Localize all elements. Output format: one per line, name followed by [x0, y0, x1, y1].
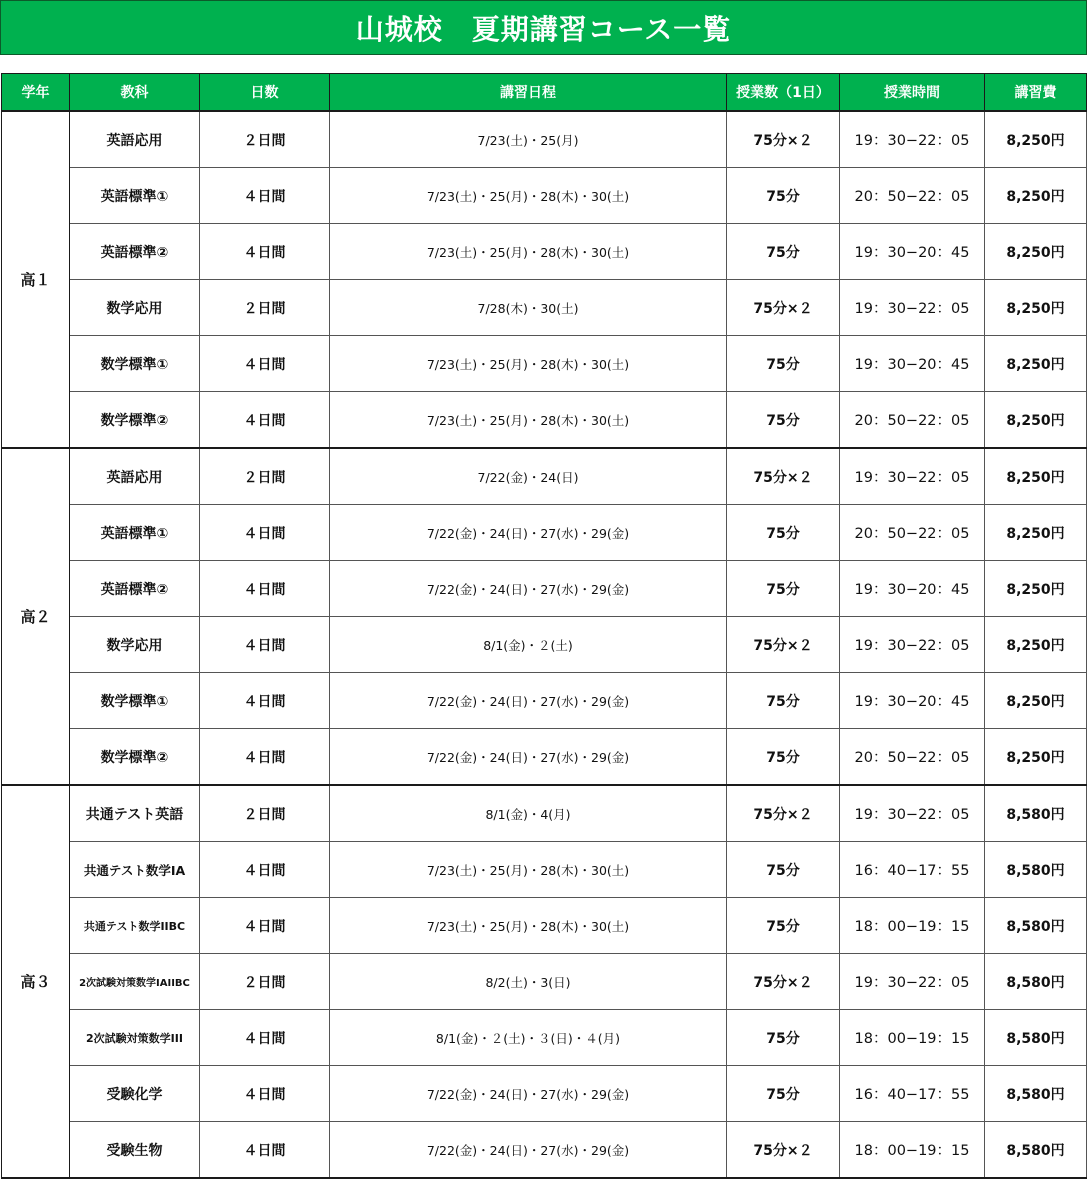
table-row: [2, 617, 1087, 673]
schedule-cell: 7/22(金)・24(日)・27(水)・29(金): [330, 673, 727, 729]
schedule-cell: 8/2(土)・3(日): [330, 954, 727, 1010]
lessons-cell: 75分: [727, 392, 840, 449]
schedule-cell: 8/1(金)・２(土)・３(日)・４(月): [330, 1010, 727, 1066]
table-row: [2, 168, 1087, 224]
lessons-cell: 75分: [727, 842, 840, 898]
fee-cell: 8,250円: [985, 224, 1087, 280]
time-cell: 19：30−22：05: [840, 448, 985, 505]
subject-cell: 数学標準②: [70, 729, 200, 786]
subject-cell: 2次試験対策数学III: [70, 1010, 200, 1066]
lessons-cell: 75分×２: [727, 280, 840, 336]
table-row: [2, 1066, 1087, 1122]
days-cell: ２日間: [200, 785, 330, 842]
grade-cell: 高２: [2, 448, 70, 785]
grade-cell: 高３: [2, 785, 70, 1178]
time-cell: 20：50−22：05: [840, 505, 985, 561]
lessons-cell: 75分×２: [727, 954, 840, 1010]
time-cell: 19：30−20：45: [840, 673, 985, 729]
time-cell: 16：40−17：55: [840, 1066, 985, 1122]
fee-cell: 8,580円: [985, 1122, 1087, 1179]
subject-cell: 共通テスト数学IA: [70, 842, 200, 898]
time-cell: 19：30−22：05: [840, 280, 985, 336]
time-cell: 19：30−22：05: [840, 111, 985, 168]
fee-cell: 8,250円: [985, 280, 1087, 336]
fee-cell: 8,250円: [985, 561, 1087, 617]
schedule-cell: 8/1(金)・２(土): [330, 617, 727, 673]
schedule-cell: 7/22(金)・24(日): [330, 448, 727, 505]
lessons-cell: 75分: [727, 1010, 840, 1066]
table-row: [2, 1122, 1087, 1179]
time-cell: 19：30−20：45: [840, 224, 985, 280]
lessons-cell: 75分: [727, 898, 840, 954]
subject-cell: 英語標準②: [70, 561, 200, 617]
time-cell: 19：30−20：45: [840, 336, 985, 392]
schedule-cell: 7/23(土)・25(月)・28(木)・30(土): [330, 168, 727, 224]
table-row: [2, 673, 1087, 729]
grade-cell: 高１: [2, 111, 70, 448]
header-subject: 教科: [70, 74, 200, 112]
days-cell: ４日間: [200, 505, 330, 561]
fee-cell: 8,250円: [985, 168, 1087, 224]
table-row: [2, 842, 1087, 898]
subject-cell: 数学標準①: [70, 336, 200, 392]
days-cell: ２日間: [200, 111, 330, 168]
schedule-cell: 7/22(金)・24(日)・27(水)・29(金): [330, 505, 727, 561]
time-cell: 16：40−17：55: [840, 842, 985, 898]
fee-cell: 8,580円: [985, 954, 1087, 1010]
header-days: 日数: [200, 74, 330, 112]
time-cell: 20：50−22：05: [840, 729, 985, 786]
schedule-cell: 7/23(土)・25(月)・28(木)・30(土): [330, 336, 727, 392]
days-cell: ４日間: [200, 673, 330, 729]
subject-cell: 数学応用: [70, 280, 200, 336]
fee-cell: 8,250円: [985, 336, 1087, 392]
fee-cell: 8,580円: [985, 785, 1087, 842]
days-cell: ４日間: [200, 898, 330, 954]
days-cell: ２日間: [200, 280, 330, 336]
header-schedule: 講習日程: [330, 74, 727, 112]
days-cell: ４日間: [200, 392, 330, 449]
fee-cell: 8,580円: [985, 898, 1087, 954]
fee-cell: 8,250円: [985, 729, 1087, 786]
days-cell: ４日間: [200, 168, 330, 224]
table-row: [2, 785, 1087, 842]
time-cell: 19：30−22：05: [840, 785, 985, 842]
table-row: [2, 561, 1087, 617]
time-cell: 19：30−22：05: [840, 954, 985, 1010]
subject-cell: 数学標準②: [70, 392, 200, 449]
time-cell: 18：00−19：15: [840, 898, 985, 954]
days-cell: ４日間: [200, 1122, 330, 1179]
fee-cell: 8,250円: [985, 448, 1087, 505]
days-cell: ４日間: [200, 842, 330, 898]
fee-cell: 8,580円: [985, 842, 1087, 898]
schedule-cell: 7/23(土)・25(月)・28(木)・30(土): [330, 898, 727, 954]
time-cell: 19：30−20：45: [840, 561, 985, 617]
table-row: [2, 280, 1087, 336]
fee-cell: 8,250円: [985, 617, 1087, 673]
header-grade: 学年: [2, 74, 70, 112]
subject-cell: 2次試験対策数学IAIIBC: [70, 954, 200, 1010]
days-cell: ４日間: [200, 224, 330, 280]
course-table-body: [2, 111, 1087, 1178]
lessons-cell: 75分×２: [727, 448, 840, 505]
schedule-cell: 7/22(金)・24(日)・27(水)・29(金): [330, 729, 727, 786]
schedule-cell: 7/23(土)・25(月): [330, 111, 727, 168]
table-row: [2, 729, 1087, 786]
lessons-cell: 75分×２: [727, 785, 840, 842]
days-cell: ２日間: [200, 954, 330, 1010]
schedule-cell: 7/22(金)・24(日)・27(水)・29(金): [330, 1066, 727, 1122]
lessons-cell: 75分: [727, 224, 840, 280]
fee-cell: 8,580円: [985, 1066, 1087, 1122]
days-cell: ４日間: [200, 617, 330, 673]
subject-cell: 数学標準①: [70, 673, 200, 729]
days-cell: ４日間: [200, 561, 330, 617]
days-cell: ４日間: [200, 1066, 330, 1122]
subject-cell: 英語標準①: [70, 168, 200, 224]
header-fee: 講習費: [985, 74, 1087, 112]
time-cell: 20：50−22：05: [840, 392, 985, 449]
subject-cell: 受験化学: [70, 1066, 200, 1122]
table-row: [2, 1010, 1087, 1066]
schedule-cell: 7/23(土)・25(月)・28(木)・30(土): [330, 842, 727, 898]
table-row: [2, 448, 1087, 505]
days-cell: ２日間: [200, 448, 330, 505]
lessons-cell: 75分×２: [727, 617, 840, 673]
header-row: [2, 74, 1087, 112]
table-row: [2, 336, 1087, 392]
fee-cell: 8,250円: [985, 673, 1087, 729]
table-row: [2, 954, 1087, 1010]
schedule-cell: 7/22(金)・24(日)・27(水)・29(金): [330, 1122, 727, 1179]
fee-cell: 8,250円: [985, 392, 1087, 449]
table-row: [2, 505, 1087, 561]
time-cell: 18：00−19：15: [840, 1122, 985, 1179]
lessons-cell: 75分: [727, 505, 840, 561]
schedule-cell: 7/22(金)・24(日)・27(水)・29(金): [330, 561, 727, 617]
time-cell: 18：00−19：15: [840, 1010, 985, 1066]
lessons-cell: 75分: [727, 1066, 840, 1122]
days-cell: ４日間: [200, 336, 330, 392]
time-cell: 19：30−22：05: [840, 617, 985, 673]
lessons-cell: 75分: [727, 729, 840, 786]
header-lessons: 授業数（1日）: [727, 74, 840, 112]
subject-cell: 共通テスト数学IIBC: [70, 898, 200, 954]
days-cell: ４日間: [200, 729, 330, 786]
lessons-cell: 75分: [727, 336, 840, 392]
lessons-cell: 75分×２: [727, 1122, 840, 1179]
days-cell: ４日間: [200, 1010, 330, 1066]
table-row: [2, 224, 1087, 280]
schedule-cell: 7/28(木)・30(土): [330, 280, 727, 336]
time-cell: 20：50−22：05: [840, 168, 985, 224]
course-table: [1, 73, 1087, 1179]
subject-cell: 数学応用: [70, 617, 200, 673]
fee-cell: 8,580円: [985, 1010, 1087, 1066]
page-title: 山城校 夏期講習コース一覧: [0, 0, 1087, 55]
lessons-cell: 75分: [727, 168, 840, 224]
table-row: [2, 392, 1087, 449]
subject-cell: 英語応用: [70, 111, 200, 168]
schedule-cell: 8/1(金)・4(月): [330, 785, 727, 842]
fee-cell: 8,250円: [985, 111, 1087, 168]
subject-cell: 共通テスト英語: [70, 785, 200, 842]
subject-cell: 受験生物: [70, 1122, 200, 1179]
table-row: [2, 111, 1087, 168]
header-time: 授業時間: [840, 74, 985, 112]
lessons-cell: 75分: [727, 673, 840, 729]
subject-cell: 英語標準①: [70, 505, 200, 561]
fee-cell: 8,250円: [985, 505, 1087, 561]
lessons-cell: 75分×２: [727, 111, 840, 168]
table-row: [2, 898, 1087, 954]
subject-cell: 英語応用: [70, 448, 200, 505]
subject-cell: 英語標準②: [70, 224, 200, 280]
schedule-cell: 7/23(土)・25(月)・28(木)・30(土): [330, 392, 727, 449]
schedule-cell: 7/23(土)・25(月)・28(木)・30(土): [330, 224, 727, 280]
lessons-cell: 75分: [727, 561, 840, 617]
